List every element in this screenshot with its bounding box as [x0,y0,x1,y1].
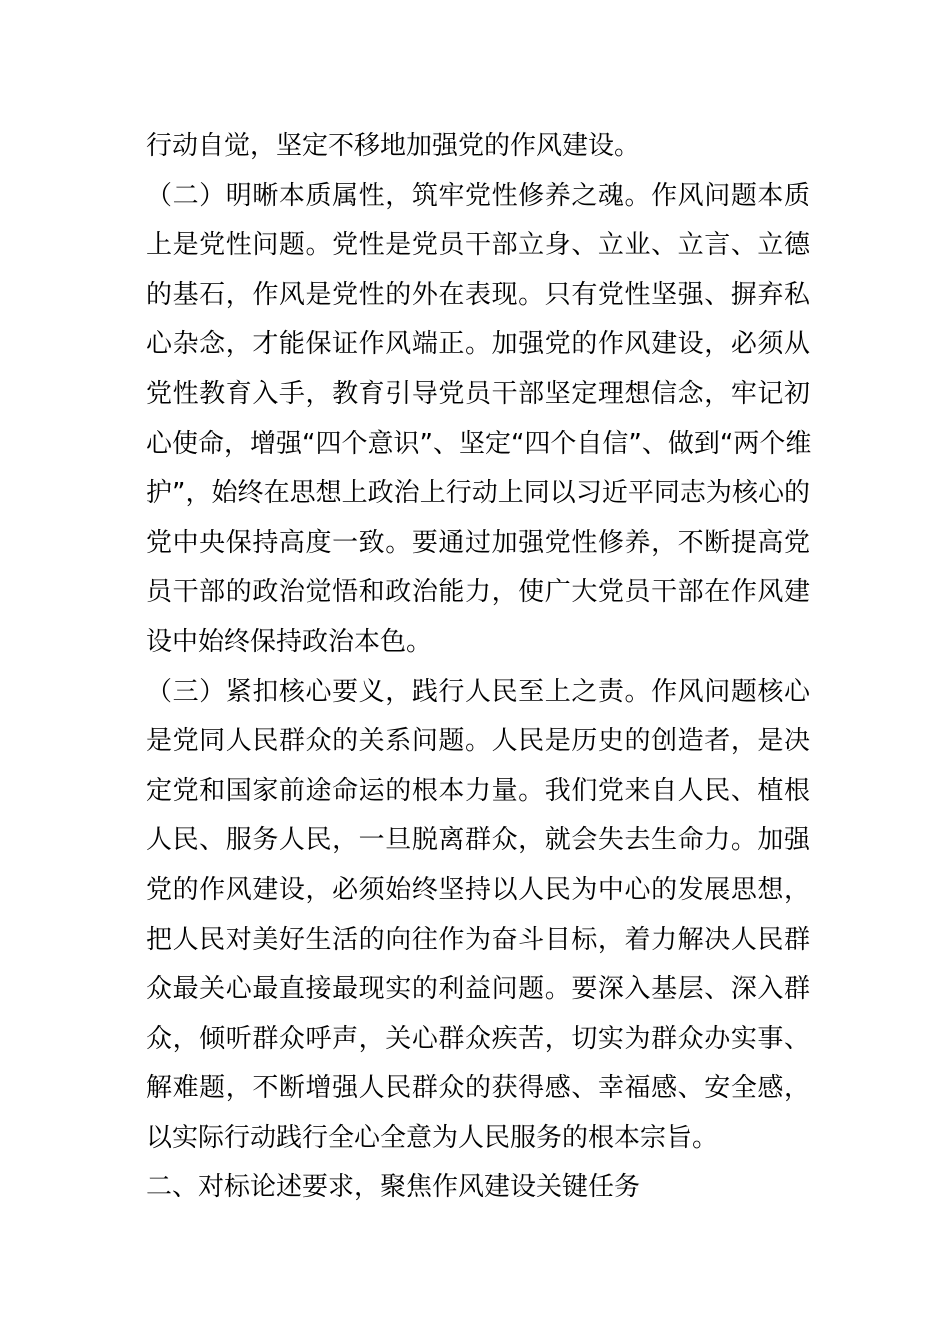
paragraph-2-line-8: 党中央保持高度一致。要通过加强党性修养，不断提高党 [146,527,810,558]
paragraph-3-line-8: 众，倾听群众呼声，关心群众疾苦，切实为群众办实事、 [146,1023,810,1054]
paragraph-3-line-1: （三）紧扣核心要义，践行人民至上之责。作风问题核心 [146,676,810,707]
paragraph-3-line-10: 以实际行动践行全心全意为人民服务的根本宗旨。 [146,1122,719,1153]
paragraph-2-line-3: 的基石，作风是党性的外在表现。只有党性坚强、摒弃私 [146,279,810,310]
paragraph-1-line-1: 行动自觉，坚定不移地加强党的作风建设。 [146,131,641,161]
paragraph-2-line-1: （二）明晰本质属性，筑牢党性修养之魂。作风问题本质 [146,180,810,211]
paragraph-2-line-9: 员干部的政治觉悟和政治能力，使广大党员干部在作风建 [146,577,810,608]
paragraph-3-line-6: 把人民对美好生活的向往作为奋斗目标，着力解决人民群 [146,924,810,955]
paragraph-2-line-5: 党性教育入手，教育引导党员干部坚定理想信念，牢记初 [146,378,810,409]
paragraph-2-line-2: 上是党性问题。党性是党员干部立身、立业、立言、立德 [146,230,810,261]
paragraph-3-line-9: 解难题，不断增强人民群众的获得感、幸福感、安全感， [146,1073,810,1104]
document-body [146,122,810,1213]
paragraph-2-line-7: 护”，始终在思想上政治上行动上同以习近平同志为核心的 [146,478,810,509]
paragraph-2-line-4: 心杂念，才能保证作风端正。加强党的作风建设，必须从 [146,329,810,360]
paragraph-3-line-4: 人民、服务人民，一旦脱离群众，就会失去生命力。加强 [146,825,810,856]
section-heading: 二、对标论述要求，聚焦作风建设关键任务 [146,1172,641,1203]
paragraph-2-line-6: 心使命，增强“四个意识”、坚定“四个自信”、做到“两个维 [146,428,812,459]
paragraph-3-line-7: 众最关心最直接最现实的利益问题。要深入基层、深入群 [146,974,810,1005]
paragraph-3-line-3: 定党和国家前途命运的根本力量。我们党来自人民、植根 [146,775,810,806]
paragraph-3-line-2: 是党同人民群众的关系问题。人民是历史的创造者，是决 [146,726,810,757]
paragraph-2-line-10: 设中始终保持政治本色。 [146,626,433,657]
paragraph-3-line-5: 党的作风建设，必须始终坚持以人民为中心的发展思想， [146,874,810,905]
